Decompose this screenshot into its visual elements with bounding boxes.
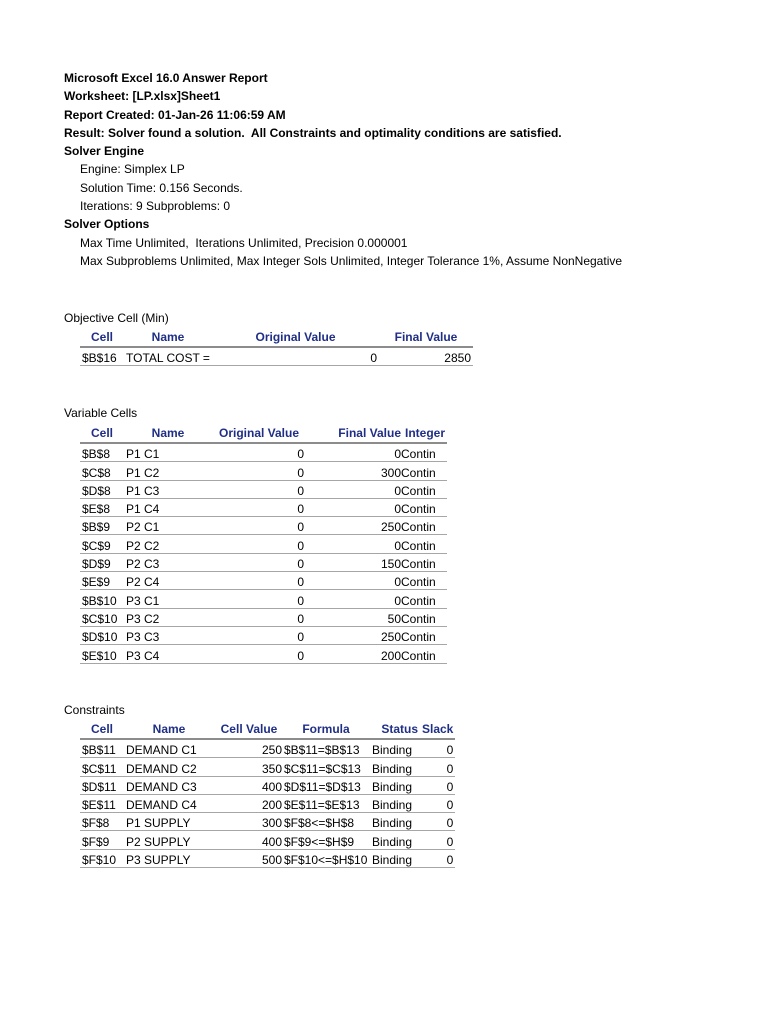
cell-name: P3 C3 [124, 626, 212, 644]
report-title: Microsoft Excel 16.0 Answer Report [64, 71, 268, 85]
integer-type: Contin [401, 480, 447, 498]
cell-name: P3 C2 [124, 608, 212, 626]
report-header [64, 69, 622, 270]
constraints-section-title: Constraints [64, 703, 125, 717]
table-row [80, 626, 447, 644]
col-header-name: Name [124, 720, 214, 739]
cell-name: P1 C4 [124, 498, 212, 516]
cell-address: $C$8 [80, 462, 124, 480]
cell-value: 500 [214, 849, 282, 867]
result-line: Result: Solver found a solution. All Constraints and optimality conditions are satisfied. [64, 125, 562, 140]
solution-time-line: Solution Time: 0.156 Seconds. [80, 180, 243, 195]
cell-name: P3 SUPPLY [124, 849, 214, 867]
cell-name: P2 C3 [124, 553, 212, 571]
final-value: 200 [306, 645, 401, 663]
slack: 0 [420, 758, 455, 776]
integer-type: Contin [401, 608, 447, 626]
worksheet-line: Worksheet: [LP.xlsx]Sheet1 [64, 89, 221, 104]
table-row [80, 535, 447, 553]
original-value: 0 [212, 347, 379, 366]
integer-type: Contin [401, 572, 447, 590]
table-row [80, 590, 447, 608]
engine-line: Engine: Simplex LP [80, 162, 185, 177]
integer-type: Contin [401, 535, 447, 553]
cell-address: $F$10 [80, 849, 124, 867]
col-header-cell: Cell [80, 424, 124, 443]
cell-address: $D$9 [80, 553, 124, 571]
col-header-original-value: Original Value [212, 424, 306, 443]
variables-body [80, 443, 447, 663]
col-header-cell: Cell [80, 328, 124, 347]
cell-address: $E$11 [80, 794, 124, 812]
table-row [80, 776, 455, 794]
table-row [80, 739, 455, 758]
col-header-cell: Cell [80, 720, 124, 739]
objective-section-title: Objective Cell (Min) [64, 311, 169, 325]
col-header-status: Status [370, 720, 420, 739]
constraints-table [80, 720, 455, 868]
final-value: 150 [306, 553, 401, 571]
final-value: 0 [306, 498, 401, 516]
cell-name: P2 C1 [124, 517, 212, 535]
table-row [80, 849, 455, 867]
table-row [80, 794, 455, 812]
col-header-final-value: Final Value [379, 328, 473, 347]
cell-name: DEMAND C2 [124, 758, 214, 776]
cell-value: 400 [214, 831, 282, 849]
formula: $D$11=$D$13 [282, 776, 370, 794]
final-value: 0 [306, 480, 401, 498]
integer-type: Contin [401, 645, 447, 663]
original-value: 0 [212, 553, 306, 571]
cell-address: $F$9 [80, 831, 124, 849]
original-value: 0 [212, 480, 306, 498]
solver-options-heading: Solver Options [64, 217, 150, 232]
original-value: 0 [212, 608, 306, 626]
final-value: 0 [306, 590, 401, 608]
original-value: 0 [212, 572, 306, 590]
original-value: 0 [212, 535, 306, 553]
cell-address: $D$10 [80, 626, 124, 644]
cell-address: $B$8 [80, 443, 124, 462]
formula: $F$8<=$H$8 [282, 813, 370, 831]
cell-address: $F$8 [80, 813, 124, 831]
cell-name: P2 SUPPLY [124, 831, 214, 849]
status: Binding [370, 794, 420, 812]
slack: 0 [420, 831, 455, 849]
col-header-name: Name [124, 424, 212, 443]
cell-address: $C$11 [80, 758, 124, 776]
final-value: 300 [306, 462, 401, 480]
final-value: 0 [306, 535, 401, 553]
final-value: 0 [306, 572, 401, 590]
integer-type: Contin [401, 590, 447, 608]
table-row [80, 553, 447, 571]
constraints-body [80, 739, 455, 868]
cell-address: $E$10 [80, 645, 124, 663]
integer-type: Contin [401, 462, 447, 480]
status: Binding [370, 849, 420, 867]
options-line-2: Max Subproblems Unlimited, Max Integer Sols Unlimited, Integer Tolerance 1%, Assume NonNegative [80, 253, 623, 268]
constraints-header-row [80, 720, 455, 739]
table-row [80, 347, 473, 366]
table-row [80, 645, 447, 663]
variables-section-title: Variable Cells [64, 406, 138, 420]
cell-address: $B$9 [80, 517, 124, 535]
final-value: 50 [306, 608, 401, 626]
cell-name: P2 C4 [124, 572, 212, 590]
cell-name: P3 C4 [124, 645, 212, 663]
table-row [80, 813, 455, 831]
table-row [80, 517, 447, 535]
cell-name: DEMAND C4 [124, 794, 214, 812]
integer-type: Contin [401, 443, 447, 462]
formula: $E$11=$E$13 [282, 794, 370, 812]
solver-engine-heading: Solver Engine [64, 144, 145, 159]
formula: $B$11=$B$13 [282, 739, 370, 758]
cell-value: 250 [214, 739, 282, 758]
cell-address: $E$8 [80, 498, 124, 516]
col-header-final-value: Final Value [306, 424, 401, 443]
col-header-cell-value: Cell Value [214, 720, 282, 739]
status: Binding [370, 776, 420, 794]
integer-type: Contin [401, 498, 447, 516]
cell-name: P1 SUPPLY [124, 813, 214, 831]
cell-name: DEMAND C1 [124, 739, 214, 758]
cell-address: $D$8 [80, 480, 124, 498]
cell-address: $C$9 [80, 535, 124, 553]
table-row [80, 831, 455, 849]
cell-name: TOTAL COST = [124, 347, 212, 366]
table-row [80, 462, 447, 480]
final-value: 250 [306, 517, 401, 535]
variables-table [80, 424, 447, 664]
col-header-name: Name [124, 328, 212, 347]
table-row [80, 758, 455, 776]
table-row [80, 480, 447, 498]
slack: 0 [420, 739, 455, 758]
table-row [80, 572, 447, 590]
iterations-line: Iterations: 9 Subproblems: 0 [80, 199, 231, 214]
cell-address: $B$16 [80, 347, 124, 366]
integer-type: Contin [401, 553, 447, 571]
slack: 0 [420, 813, 455, 831]
slack: 0 [420, 849, 455, 867]
status: Binding [370, 739, 420, 758]
cell-address: $B$11 [80, 739, 124, 758]
cell-value: 200 [214, 794, 282, 812]
integer-type: Contin [401, 626, 447, 644]
slack: 0 [420, 794, 455, 812]
cell-name: P1 C1 [124, 443, 212, 462]
formula: $F$9<=$H$9 [282, 831, 370, 849]
final-value: 250 [306, 626, 401, 644]
cell-name: P1 C3 [124, 480, 212, 498]
cell-value: 400 [214, 776, 282, 794]
objective-header-row [80, 328, 473, 347]
original-value: 0 [212, 498, 306, 516]
cell-address: $C$10 [80, 608, 124, 626]
formula: $C$11=$C$13 [282, 758, 370, 776]
integer-type: Contin [401, 517, 447, 535]
cell-value: 300 [214, 813, 282, 831]
original-value: 0 [212, 517, 306, 535]
cell-value: 350 [214, 758, 282, 776]
cell-name: P3 C1 [124, 590, 212, 608]
formula: $F$10<=$H$10 [282, 849, 370, 867]
col-header-original-value: Original Value [212, 328, 379, 347]
table-row [80, 498, 447, 516]
final-value: 2850 [379, 347, 473, 366]
variables-header-row [80, 424, 447, 443]
status: Binding [370, 831, 420, 849]
options-line-1: Max Time Unlimited, Iterations Unlimited, Precision 0.000001 [80, 235, 408, 250]
col-header-integer: Integer [401, 424, 447, 443]
report-created-line: Report Created: 01-Jan-26 11:06:59 AM [64, 107, 286, 122]
table-row [80, 443, 447, 462]
original-value: 0 [212, 590, 306, 608]
cell-address: $D$11 [80, 776, 124, 794]
original-value: 0 [212, 462, 306, 480]
col-header-slack: Slack [420, 720, 455, 739]
original-value: 0 [212, 645, 306, 663]
cell-name: DEMAND C3 [124, 776, 214, 794]
col-header-formula: Formula [282, 720, 370, 739]
table-row [80, 608, 447, 626]
original-value: 0 [212, 443, 306, 462]
cell-address: $B$10 [80, 590, 124, 608]
objective-table [80, 328, 473, 366]
final-value: 0 [306, 443, 401, 462]
cell-name: P2 C2 [124, 535, 212, 553]
original-value: 0 [212, 626, 306, 644]
status: Binding [370, 813, 420, 831]
cell-address: $E$9 [80, 572, 124, 590]
cell-name: P1 C2 [124, 462, 212, 480]
slack: 0 [420, 776, 455, 794]
status: Binding [370, 758, 420, 776]
